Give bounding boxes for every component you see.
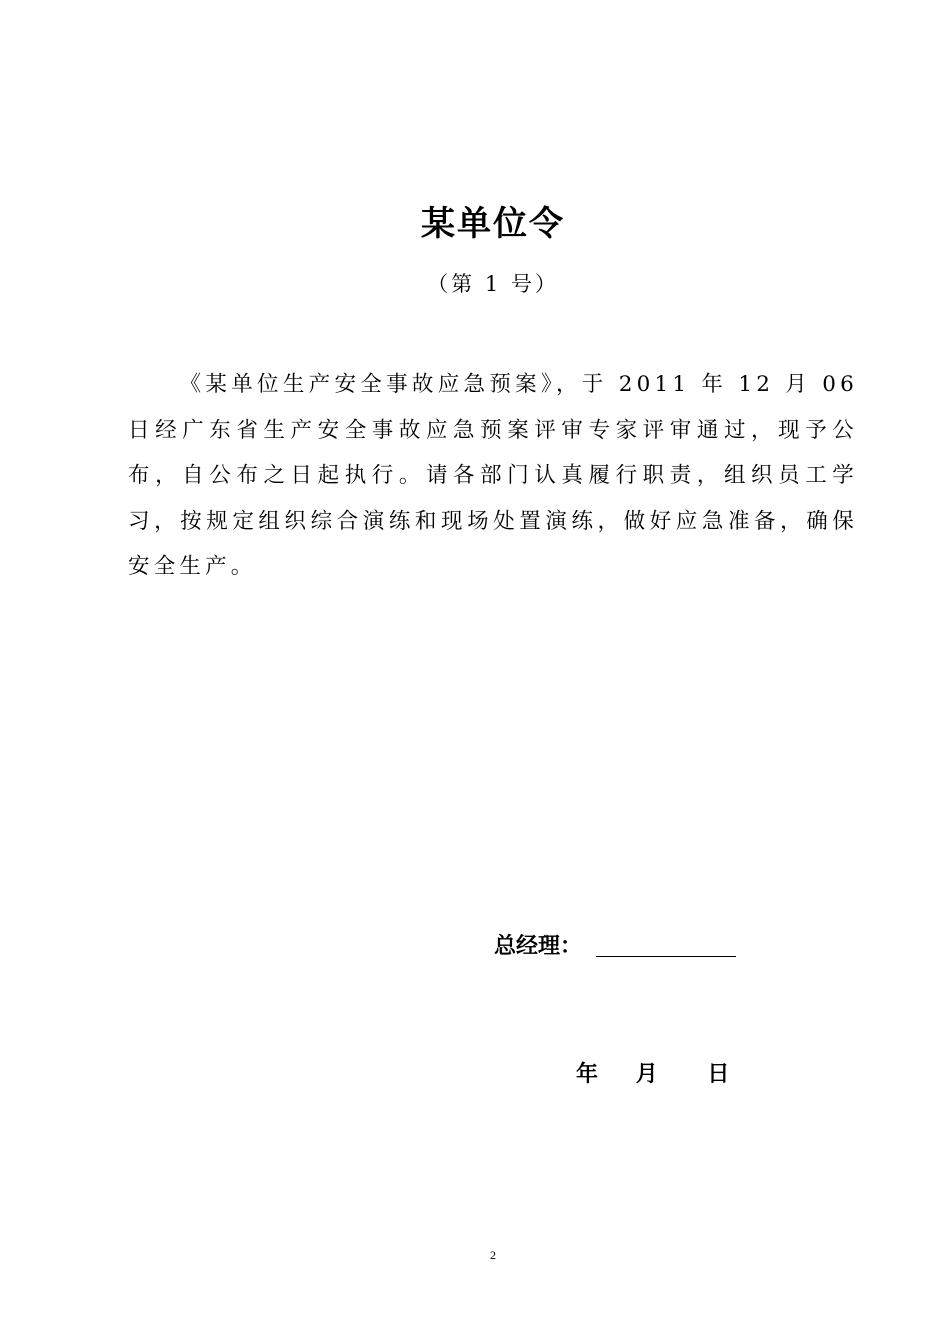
signer-label: 总经理： [494,933,583,959]
date-line [576,1054,729,1094]
date-day-label: 日 [707,1061,730,1087]
document-body [128,362,858,590]
document-number: （第 1 号） [427,272,559,296]
date-year-label: 年 [576,1061,599,1087]
signature-line [596,956,736,957]
date-month-label: 月 [635,1061,658,1087]
page-number: 2 [490,1248,496,1262]
document-title: 某单位令 [421,204,565,244]
body-paragraph: 《某单位生产安全事故应急预案》，于 2011 年 12 月 06 日经广东省生产安全事故应急预案评审专家评审通过，现予公布，自公布之日起执行。请各部门认真履行职责，组织员工学习，按规定组织综合演练和现场处置演练，做好应急准备，确保安全生产。 [128,372,858,579]
